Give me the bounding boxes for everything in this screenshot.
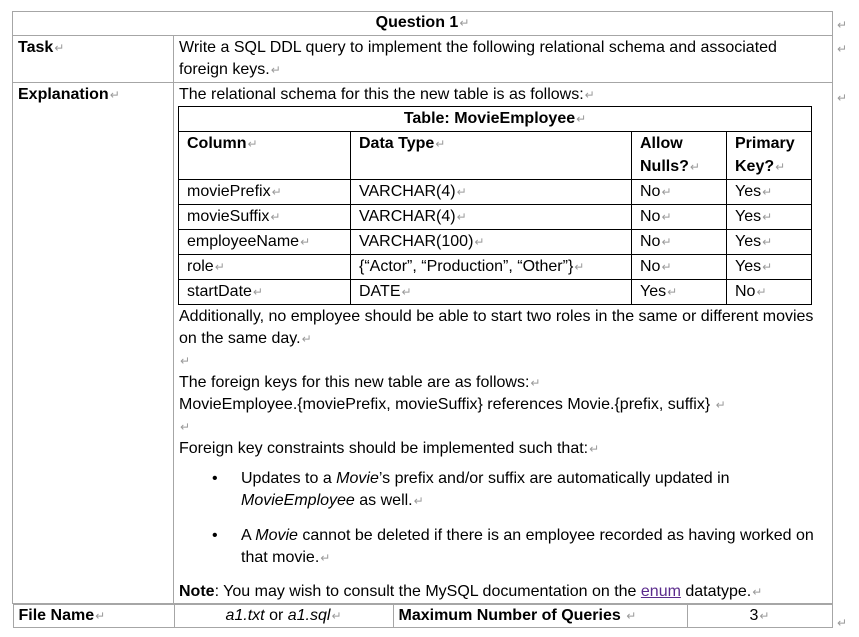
row-end-mark: ↵ [836,42,847,56]
file-name-value: a1.txt or a1.sql↵ [174,605,393,628]
task-label: Task↵ [13,36,174,83]
cell-nulls: Yes↵ [632,280,727,305]
cell-type: VARCHAR(4)↵ [351,205,632,230]
data-type-header: Data Type↵ [351,132,632,180]
cell-column: role↵ [179,255,351,280]
column-header: Column↵ [179,132,351,180]
schema-table-title: Table: MovieEmployee↵ [179,107,812,132]
blank-paragraph: ↵ [180,354,191,368]
cell-type: {“Actor”, “Production”, “Other”}↵ [351,255,632,280]
max-queries-value: 3↵ [687,605,832,628]
footer-row [13,604,833,628]
cell-nulls: No↵ [632,255,727,280]
cell-nulls: No↵ [632,230,727,255]
cell-pk: No↵ [727,280,812,305]
cell-nulls: No↵ [632,205,727,230]
row-end-mark: ↵ [836,18,847,32]
file-name-label: File Name↵ [13,605,174,628]
fk-intro: The foreign keys for this new table are as follows:↵ [179,374,541,391]
constraints-intro: Foreign key constraints should be implemented such that:↵ [179,440,600,457]
schema-table [178,106,812,305]
cell-column: movieSuffix↵ [179,205,351,230]
table-row [179,255,812,280]
note: Note: You may wish to consult the MySQL documentation on the enum datatype.↵ [179,583,763,600]
max-queries-label: Maximum Number of Queries ↵ [393,605,687,628]
cell-nulls: No↵ [632,180,727,205]
list-item: • A Movie cannot be deleted if there is an employee recorded as having worked on that movie.↵ [179,525,827,569]
explanation-label: Explanation↵ [13,83,174,604]
enum-link[interactable]: enum [640,583,681,600]
cell-pk: Yes↵ [727,255,812,280]
blank-paragraph: ↵ [180,420,191,434]
cell-type: DATE↵ [351,280,632,305]
schema-header-row [179,132,812,180]
row-end-mark: ↵ [836,616,847,630]
fk-text: MovieEmployee.{moviePrefix, movieSuffix} references Movie.{prefix, suffix} ↵ [179,396,726,413]
cell-type: VARCHAR(100)↵ [351,230,632,255]
list-item: • Updates to a Movie’s prefix and/or suffix are automatically updated in MovieEmployee as well.↵ [179,468,827,512]
table-row [179,180,812,205]
question-title: Question 1↵ [13,12,833,36]
explanation-body [174,83,833,604]
question-table [12,11,833,628]
table-row [179,230,812,255]
additional-constraint: Additionally, no employee should be able to start two roles in the same or different movies on the same day.↵ [179,308,814,347]
cell-pk: Yes↵ [727,180,812,205]
table-row [179,205,812,230]
cell-column: employeeName↵ [179,230,351,255]
row-end-mark: ↵ [836,91,847,105]
constraints-list [179,468,827,569]
cell-type: VARCHAR(4)↵ [351,180,632,205]
allow-nulls-header: Allow Nulls?↵ [632,132,727,180]
primary-key-header: Primary Key?↵ [727,132,812,180]
cell-pk: Yes↵ [727,205,812,230]
table-row [179,280,812,305]
task-text: Write a SQL DDL query to implement the following relational schema and associated foreign keys.↵ [174,36,833,83]
cell-column: startDate↵ [179,280,351,305]
cell-column: moviePrefix↵ [179,180,351,205]
cell-pk: Yes↵ [727,230,812,255]
schema-intro: The relational schema for this the new table is as follows:↵ [179,86,595,103]
